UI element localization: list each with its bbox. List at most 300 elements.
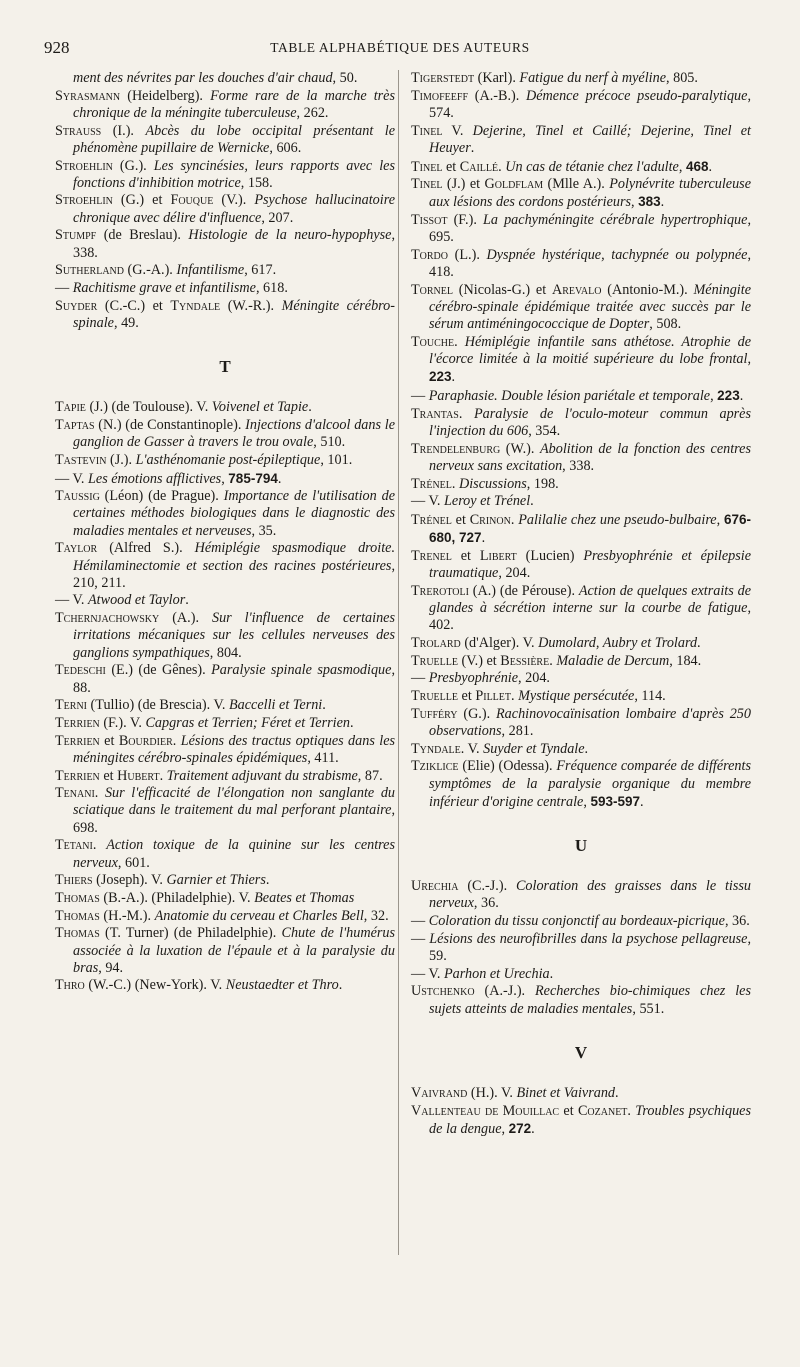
section-letter: V — [574, 1042, 588, 1062]
work-title: Presbyophrénie et épilepsie traumatique — [429, 547, 751, 582]
work-title: Neustaedter et Thro — [225, 977, 339, 994]
entry-text: , 204. — [518, 670, 550, 687]
entry-text: (de Breslau). — [96, 227, 189, 244]
index-entry — [411, 931, 751, 965]
index-entry — [55, 298, 395, 332]
author-name: Cozanet — [577, 1102, 628, 1119]
entry-text: , 59. — [429, 930, 751, 965]
work-title: Hémiplégie spasmodique droite. Hémilaminectomie et section des racines postérieures — [73, 540, 395, 574]
work-title: Paralysie spinale spasmodique — [211, 662, 392, 679]
entry-text: . — [739, 388, 744, 405]
entry-text: (Karl). — [474, 70, 520, 86]
author-name: Taussig — [55, 488, 100, 505]
author-name: Taylor — [55, 540, 98, 557]
work-title: Méningite cérébro-spinale épidémique traitée avec succès par le sérum antiméningococcique de Dopter — [429, 281, 751, 333]
work-title: Sur l'efficacité de l'élongation non sanglante du sciatique dans le traitement du mal perforant plantaire — [73, 785, 396, 819]
entry-text: , 354. — [528, 423, 561, 440]
entry-text: et — [99, 732, 119, 749]
author-name: Goldflam — [484, 176, 544, 193]
section-letter: T — [219, 357, 231, 377]
entry-text: , 601. — [117, 854, 150, 871]
author-name: Trénel — [411, 512, 452, 529]
work-title: Importance de l'utilisation de certaines méthodes biologiques dans le diagnostic des maladies mentales et nerveuses — [73, 488, 395, 539]
index-entry — [411, 706, 751, 740]
work-title: Dyspnée hystérique, tachypnée ou polypnée — [486, 247, 748, 264]
entry-text: (L.). — [448, 247, 487, 264]
entry-text: (Mlle A.). — [543, 176, 610, 193]
index-entry — [55, 123, 395, 157]
author-name: Urechia — [411, 878, 459, 895]
entry-text: , 804. — [209, 644, 242, 661]
entry-text: (T. Turner) (de Philadelphie). — [99, 925, 282, 942]
entry-text: . — [530, 493, 534, 510]
entry-text: . — [338, 977, 343, 994]
author-name: Trenel — [411, 547, 452, 564]
entry-text: , 35. — [251, 522, 277, 539]
page-number: 928 — [44, 38, 70, 57]
author-name: Fouque — [170, 192, 214, 209]
index-entry — [411, 741, 751, 758]
entry-text: . V. — [460, 740, 484, 757]
entry-text: . — [531, 1120, 535, 1137]
index-entry — [55, 908, 395, 925]
entry-text: . — [308, 399, 312, 416]
index-entry — [55, 768, 395, 785]
entry-text: , 617. — [244, 262, 277, 279]
work-title: Rachinovocaïnisation lombaire d'après 250 observations — [429, 705, 751, 740]
entry-text: , — [716, 512, 724, 529]
entry-text: . — [265, 872, 270, 889]
entry-text: (A.-J.). — [474, 983, 536, 1000]
work-title: Un cas de tétanie chez l'adulte — [505, 158, 679, 175]
entry-text: , 508. — [649, 316, 682, 333]
author-name: Tordo — [411, 247, 449, 264]
author-name: Tufféry — [411, 705, 458, 722]
author-name: Terrien — [55, 732, 100, 749]
author-name: Tornel — [411, 281, 453, 298]
page-reference: 223 — [429, 369, 452, 385]
entry-text: , — [710, 388, 718, 405]
entry-text: . — [451, 475, 459, 492]
index-entry — [55, 227, 395, 261]
author-name: Trénel — [411, 475, 452, 492]
index-entry — [55, 470, 395, 488]
entry-text: . — [639, 793, 644, 810]
index-entry — [411, 282, 751, 334]
entry-text: , 402. — [429, 600, 751, 634]
entry-text: , 338. — [73, 227, 395, 261]
author-name: Tinel — [411, 176, 443, 193]
work-title: Discussions — [458, 475, 527, 492]
running-title: TABLE ALPHABÉTIQUE DES AUTEURS — [270, 40, 530, 55]
index-entry — [411, 1085, 751, 1102]
author-name: Sutherland — [55, 262, 124, 279]
entry-text: , — [221, 470, 229, 487]
entry-text: , 411. — [307, 749, 339, 766]
author-name: Stroehlin — [55, 157, 113, 174]
index-entry — [55, 70, 395, 87]
entry-text: . — [172, 732, 181, 749]
entry-text: et — [99, 767, 118, 784]
work-title: Injections d'alcool dans le ganglion de Gasser à travers le trou ovale — [73, 416, 396, 451]
index-entry — [55, 452, 395, 469]
work-title: Action toxique de la quinine sur les centres nerveux — [73, 837, 395, 871]
author-name: Taptas — [55, 416, 95, 433]
index-entry — [55, 417, 395, 451]
work-title: Paraphasie. Double lésion pariétale et temporale — [428, 388, 711, 405]
author-name: Truelle — [411, 652, 458, 669]
work-title: L'asthénomanie post-épileptique — [135, 451, 321, 468]
index-column-left — [55, 70, 395, 995]
entry-text: (G.). — [457, 705, 497, 722]
entry-text: et — [451, 512, 470, 529]
entry-text: , 510. — [313, 434, 346, 451]
index-entry — [411, 758, 751, 811]
entry-text: , 50. — [332, 70, 358, 86]
entry-text: (A.-B.). — [468, 87, 526, 104]
author-name: Timofeeff — [411, 87, 469, 104]
entry-text: , 698. — [73, 802, 395, 836]
work-title: Fatigue du nerf à myéline — [519, 70, 666, 86]
index-entry — [55, 262, 395, 279]
work-title: Forme rare de la marche très chronique de la méningite tuberculeuse — [73, 87, 395, 121]
author-name: Vallenteau de Mouillac — [411, 1102, 560, 1119]
work-title: Palilalie chez une pseudo-bulbaire — [518, 512, 717, 529]
author-name: Truelle — [411, 688, 458, 705]
entry-text: (Nicolas-G.) et — [453, 281, 552, 298]
index-entry — [55, 890, 395, 907]
entry-text: — — [55, 279, 73, 296]
author-name: Syrasmann — [55, 87, 121, 104]
entry-text: . — [470, 139, 475, 156]
author-name: Tigerstedt — [411, 70, 475, 86]
entry-text: (C.-J.). — [458, 878, 516, 895]
index-column-right — [411, 70, 751, 1139]
index-entry — [411, 476, 751, 493]
entry-text: et — [559, 1102, 578, 1119]
author-name: Trerotoli — [411, 582, 469, 599]
entry-text: et — [458, 688, 476, 705]
index-entry — [55, 733, 395, 767]
entry-text: (Léon) (de Prague). — [99, 488, 224, 505]
author-name: Tastevin — [55, 451, 107, 468]
author-name: Pillet — [475, 688, 511, 705]
entry-text: , 101. — [320, 451, 353, 468]
work-title: Les émotions afflictives — [88, 470, 222, 487]
work-title: Presbyophrénie — [428, 670, 519, 687]
work-title: Sur l'influence de certaines irritations mécaniques sur les cellules nerveuses des ganglions sympathiques — [73, 610, 395, 661]
entry-text: , 158. — [240, 174, 273, 191]
entry-text: (E.) (de Gênes). — [105, 662, 212, 679]
entry-text: — V. — [411, 965, 444, 982]
entry-text: V. — [442, 122, 473, 139]
entry-text: . — [511, 688, 519, 705]
entry-text: (W.-R.). — [220, 297, 282, 314]
index-entry — [411, 406, 751, 440]
work-title: Troubles psychiques de la dengue — [429, 1102, 751, 1137]
entry-text: , 210, 211. — [73, 557, 395, 591]
work-title: Infantilisme — [176, 262, 245, 279]
entry-text: et — [451, 547, 480, 564]
index-entry — [55, 872, 395, 889]
entry-text: . — [708, 158, 713, 175]
author-name: Caillé — [459, 158, 499, 175]
index-entry — [411, 653, 751, 670]
author-name: Arevalo — [551, 281, 602, 298]
entry-text: (H.). V. — [467, 1085, 517, 1102]
entry-text: (I.). — [101, 122, 146, 139]
entry-text: . — [498, 158, 506, 175]
entry-text: , 198. — [526, 475, 559, 492]
entry-text: (Elie) (Odessa). — [458, 758, 557, 775]
entry-text: (N.) (de Constantinople). — [94, 416, 246, 433]
index-entry — [411, 548, 751, 582]
work-title: Coloration du tissu conjonctif au bordeaux-picrique — [428, 913, 725, 930]
entry-text: , 338. — [562, 457, 595, 474]
author-name: Hubert — [117, 767, 160, 784]
entry-text: (G.-A.). — [124, 262, 177, 279]
author-name: Tziklice — [411, 758, 459, 775]
index-entry — [55, 785, 395, 837]
work-title: Hémiplégie infantile sans athétose. Atrophie de l'écorce limitée à la moitié supérieure du lobe frontal — [429, 334, 752, 368]
work-title: Mystique persécutée — [518, 688, 635, 705]
entry-text: (Alfred S.). — [97, 540, 195, 557]
entry-text: — — [411, 913, 429, 930]
entry-text: . — [615, 1085, 619, 1102]
entry-text: . — [458, 405, 474, 422]
index-entry — [411, 583, 751, 635]
author-name: Trolard — [411, 635, 461, 651]
entry-text: . — [454, 334, 465, 351]
entry-text: — V. — [411, 493, 444, 510]
author-name: Suyder — [55, 297, 98, 314]
entry-text: , 32. — [363, 907, 389, 924]
page-reference: 468 — [685, 158, 709, 174]
entry-text: (F.). — [447, 212, 483, 229]
entry-text: , 262. — [296, 104, 329, 121]
entry-text: . — [481, 530, 486, 547]
entry-text: (d'Alger). V. — [460, 635, 539, 651]
entry-text: , 87. — [357, 767, 383, 784]
entry-text: . — [94, 785, 105, 802]
index-entry — [55, 488, 395, 540]
work-title: Traitement adjuvant du strabisme — [166, 767, 358, 784]
index-entry — [55, 715, 395, 732]
index-entry — [411, 441, 751, 475]
index-entry — [55, 925, 395, 977]
index-entry — [411, 247, 751, 281]
section-letter: U — [574, 836, 588, 856]
page-reference: 785-794 — [228, 470, 278, 486]
work-title: La pachyméningite cérébrale hypertrophique — [482, 212, 748, 229]
entry-text: . — [697, 635, 701, 651]
entry-text: (W.-C.) (New-York). V. — [84, 977, 226, 994]
entry-text: . — [451, 369, 456, 386]
entry-text: (A.) (de Pérouse). — [468, 582, 579, 599]
entry-text: , 36. — [724, 913, 750, 930]
work-title: Atwood et Taylor — [88, 592, 186, 609]
index-entry — [55, 540, 395, 592]
author-name: Thomas — [55, 907, 100, 924]
author-name: Bourdier — [118, 732, 173, 749]
entry-text: , 49. — [113, 314, 139, 331]
entry-text: (G.). — [112, 157, 154, 174]
entry-text: , 574. — [429, 87, 751, 121]
entry-text: , 114. — [634, 688, 666, 705]
work-title: Abolition de la fonction des centres nerveux sans excitation — [429, 440, 751, 474]
author-name: Touche — [411, 334, 455, 351]
work-title: Psychose hallucinatoire chronique avec délire d'influence — [73, 192, 395, 226]
work-title: Lésions des tractus optiques dans les méningites cérébro-spinales épidémiques — [73, 732, 396, 766]
entry-text: . — [549, 965, 554, 982]
author-name: Stumpf — [55, 227, 97, 244]
work-title: Les syncinésies, leurs rapports avec les fonctions d'inhibition motrice — [73, 157, 395, 191]
author-name: Bessière — [500, 652, 550, 669]
column-divider — [398, 70, 399, 1255]
index-entry — [411, 176, 751, 211]
entry-text: (F.). V. — [99, 714, 146, 731]
author-name: Trendelenburg — [411, 440, 501, 457]
index-entry — [411, 966, 751, 983]
work-title: Voivenel et Tapie — [211, 399, 309, 416]
page-reference: 676-680, 727 — [429, 512, 751, 546]
entry-text: , 606. — [269, 139, 302, 156]
entry-text: , 36. — [473, 895, 499, 912]
entry-text: . — [627, 1102, 636, 1119]
index-entry — [55, 697, 395, 714]
author-name: Vaivrand — [411, 1085, 468, 1102]
work-title: Anatomie du cerveau et Charles Bell — [154, 907, 364, 924]
entry-text: , 94. — [98, 959, 124, 976]
entry-text: (Tullio) (de Brescia). V. — [87, 697, 229, 714]
entry-text: , 207. — [261, 209, 294, 226]
entry-text: . — [510, 512, 519, 529]
entry-text: , 695. — [429, 212, 751, 246]
entry-text: (C.-C.) et — [97, 297, 171, 314]
entry-text: , — [631, 194, 639, 211]
work-title: Garnier et Thiers — [166, 872, 266, 889]
index-entry — [411, 511, 751, 547]
work-title: Recherches bio-chimiques chez les sujets atteints de maladies mentales — [429, 983, 751, 1017]
author-name: Tinel — [411, 122, 443, 139]
work-title: Rachitisme grave et infantilisme — [72, 279, 256, 296]
work-title: Leroy et Trénel — [444, 493, 531, 510]
entry-text: (Lucien) — [516, 547, 584, 564]
entry-text: , 281. — [501, 723, 534, 740]
page-reference: 223 — [717, 388, 740, 404]
work-title: Démence précoce pseudo-paralytique — [526, 87, 748, 104]
author-name: Terni — [55, 697, 87, 714]
entry-text: (A.). — [159, 610, 212, 627]
index-entry — [55, 88, 395, 122]
index-entry — [411, 493, 751, 510]
work-title: Lésions des neurofibrilles dans la psychose pellagreuse — [429, 930, 748, 947]
author-name: Ustchenko — [411, 983, 475, 1000]
author-name: Tetani — [55, 837, 93, 854]
work-title: Coloration des graisses dans le tissu nerveux — [429, 878, 751, 912]
entry-text: et — [442, 158, 460, 175]
index-entry — [411, 212, 751, 246]
entry-text: . — [584, 740, 589, 757]
entry-text: (B.-A.). (Philadelphie). V. — [99, 889, 255, 906]
page-reference: 272 — [508, 1120, 532, 1136]
work-title: Suyder et Tyndale — [483, 740, 585, 757]
work-title: Abcès du lobe occipital présentant le phénomène pupillaire de Wernicke — [73, 122, 395, 156]
entry-text: (H.-M.). — [99, 907, 155, 924]
work-title: Capgras et Terrien; Féret et Terrien — [145, 714, 350, 731]
page-reference: 593-597 — [590, 793, 640, 809]
index-entry — [411, 983, 751, 1017]
author-name: Trantas — [411, 405, 459, 422]
index-entry — [55, 837, 395, 871]
index-entry — [411, 635, 751, 652]
entry-text: — — [411, 388, 429, 405]
author-name: Tapie — [55, 399, 86, 416]
index-entry — [55, 158, 395, 192]
entry-text: . — [349, 714, 354, 731]
entry-text: , — [747, 351, 751, 368]
author-name: Thiers — [55, 872, 93, 889]
entry-text: , 88. — [73, 662, 395, 696]
author-name: Tissot — [411, 212, 448, 229]
author-name: Tyndale — [170, 297, 221, 314]
index-entry — [55, 610, 395, 662]
index-entry — [55, 280, 395, 297]
work-title: Fréquence comparée de différents symptômes de la paralysie organique du membre inférieur d'origine centrale — [429, 758, 751, 810]
entry-text: , — [678, 158, 686, 175]
author-name: Terrien — [55, 767, 100, 784]
author-name: Thomas — [55, 889, 100, 906]
author-name: Tenani — [55, 785, 95, 802]
work-title: Paralysie de l'oculo-moteur commun après l'injection du 606 — [429, 405, 751, 440]
index-entry — [55, 977, 395, 994]
index-entry — [411, 878, 751, 912]
index-entry — [411, 88, 751, 122]
index-entry — [411, 123, 751, 157]
entry-text: (V.) et — [458, 652, 501, 669]
index-entry — [411, 70, 751, 87]
entry-text: (Antonio-M.). — [601, 281, 694, 298]
author-name: Tedeschi — [55, 662, 106, 679]
entry-text: , 184. — [669, 652, 702, 669]
work-title: Maladie de Dercum — [556, 652, 670, 669]
entry-text: — V. — [55, 470, 88, 487]
index-entry — [55, 192, 395, 226]
work-title: Chute de l'humérus associée à la luxation de l'épaule et à la paralysie du bras — [73, 925, 395, 976]
entry-text: , 805. — [666, 70, 698, 86]
author-name: Tinel — [411, 158, 443, 175]
entry-text: (J.). — [106, 451, 136, 468]
entry-text: , 551. — [632, 1000, 665, 1017]
entry-text: . — [322, 697, 326, 714]
page-reference: 383 — [638, 194, 661, 210]
index-entry — [411, 913, 751, 930]
work-title: Beates et Thomas — [254, 889, 355, 906]
page-header — [0, 38, 800, 62]
author-name: Terrien — [55, 714, 100, 731]
work-title: Méningite cérébro-spinale — [73, 297, 395, 331]
entry-text: , — [583, 793, 591, 810]
work-title: Dejerine, Tinel et Caillé; Dejerine, Tinel et Heuyer — [429, 122, 751, 156]
entry-text: . — [277, 470, 282, 487]
entry-text: (W.). — [500, 440, 541, 457]
entry-text: , 618. — [255, 279, 288, 296]
work-title: ment des névrites par les douches d'air chaud — [73, 70, 333, 86]
entry-text: (G.) et — [112, 192, 171, 209]
work-title: Parhon et Urechia — [444, 965, 550, 982]
entry-text: , 418. — [429, 247, 751, 281]
index-entry — [411, 688, 751, 705]
